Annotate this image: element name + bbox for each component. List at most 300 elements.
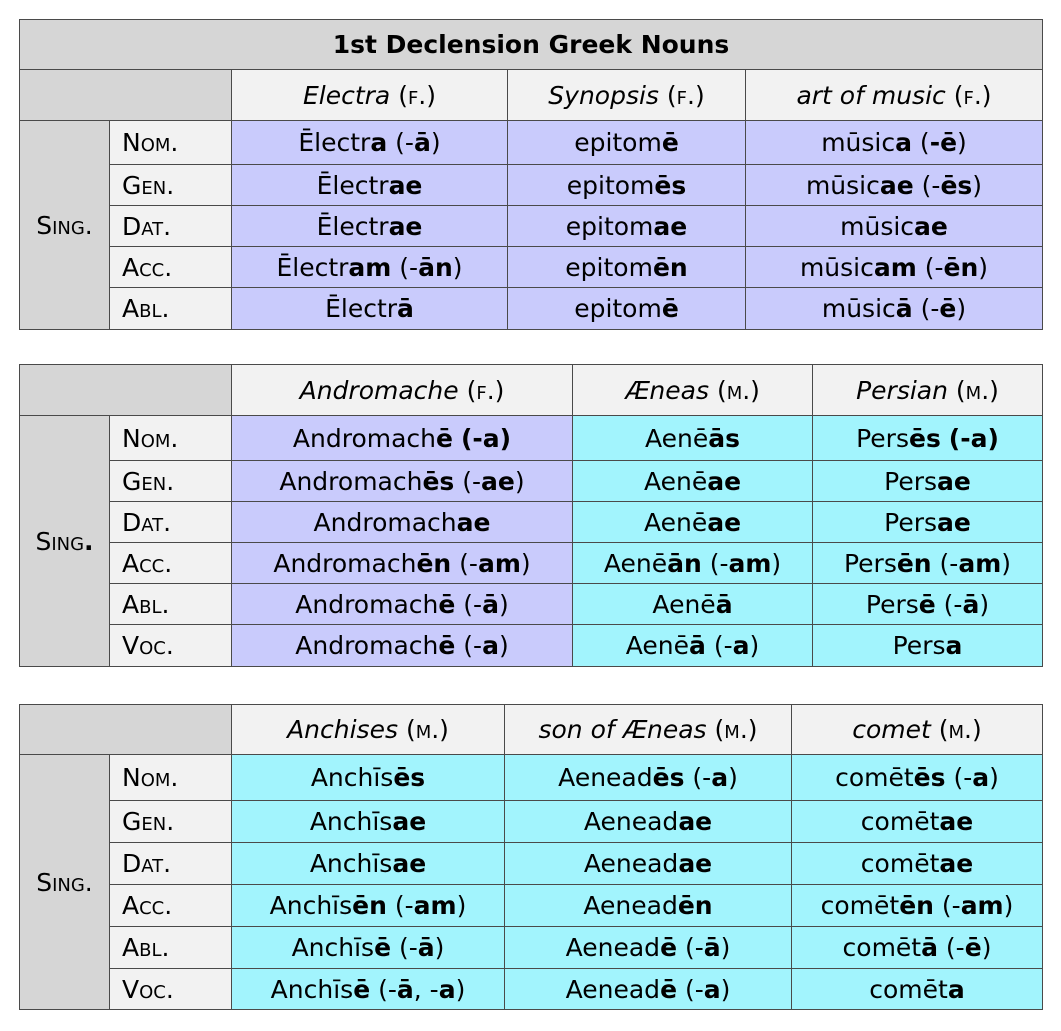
form-ending: ē [436, 423, 453, 453]
form-ending: ae [456, 507, 491, 537]
form-ending: ē [918, 589, 936, 619]
form-ending: ēn [896, 548, 932, 578]
table-row [20, 755, 1043, 801]
form-cell [508, 206, 746, 247]
form-cell [232, 843, 505, 885]
form-ending: ā [962, 589, 980, 619]
form-stem: (- [705, 631, 733, 660]
column-header [232, 705, 505, 755]
form-cell [232, 206, 508, 247]
form-stem: (- [455, 589, 483, 619]
form-stem: (- [945, 763, 973, 792]
case-label: Acc. [110, 543, 232, 584]
column-header [232, 365, 573, 416]
form-cell [232, 801, 505, 843]
table-row [20, 247, 1043, 288]
form-cell [505, 969, 792, 1010]
form-ending: ēn [943, 252, 979, 282]
form-stem: ) [989, 763, 999, 792]
form-stem: ( [911, 128, 930, 157]
form-ending: ā [715, 589, 733, 619]
header-word: Andromache [299, 375, 459, 405]
column-header [792, 705, 1043, 755]
case-label: Voc. [110, 625, 232, 667]
form-stem: Ēlectr [298, 128, 371, 157]
form-stem: Anchīs [309, 849, 393, 878]
form-stem: (- [931, 548, 959, 578]
form-stem: mūsic [821, 294, 896, 323]
table-row [20, 927, 1043, 969]
header-word: Synopsis [548, 80, 659, 110]
form-ending: ē [374, 933, 392, 962]
header-gender: (m.) [405, 715, 449, 744]
form-stem: (- [684, 763, 712, 792]
form-cell [746, 206, 1043, 247]
form-ending: ēn [677, 891, 713, 920]
case-label: Gen. [110, 165, 232, 206]
number-label-text: Sing [35, 526, 85, 556]
form-cell [813, 584, 1043, 625]
form-stem: (- [370, 974, 397, 1004]
form-stem: (- [677, 933, 704, 962]
form-stem: Pers [892, 631, 946, 660]
form-ending: ae [653, 211, 688, 241]
form-ending: ae [392, 807, 427, 836]
form-stem: Pers [865, 589, 919, 619]
form-ending: ēn [899, 891, 934, 920]
form-ending: ā [413, 128, 431, 157]
form-stem: Aenead [583, 849, 679, 878]
form-ending: ae [707, 507, 742, 537]
form-cell [232, 416, 573, 461]
form-ending: ēs [940, 170, 973, 200]
form-stem: ) [452, 252, 463, 282]
form-stem: Andromach [279, 466, 423, 496]
form-ending: ān [418, 252, 453, 282]
form-cell [232, 165, 508, 206]
header-gender: (f.) [466, 375, 505, 405]
form-ending: ēs [652, 763, 685, 792]
table-row [20, 502, 1043, 543]
form-ending: ae [879, 170, 914, 200]
case-label: Nom. [110, 416, 232, 461]
form-stem: Aenead [558, 763, 653, 792]
form-ending: ēs [654, 170, 687, 200]
form-ending: ās [708, 423, 741, 453]
form-ending: ā [397, 294, 414, 323]
form-stem: epitom [565, 211, 654, 241]
form-cell [232, 625, 573, 667]
table-title: 1st Declension Greek Nouns [20, 20, 1043, 70]
form-stem: (- [913, 170, 941, 200]
case-label: Acc. [110, 247, 232, 288]
case-label: Acc. [110, 885, 232, 927]
form-cell [573, 502, 813, 543]
form-ending: ē [660, 933, 678, 962]
table-row [20, 801, 1043, 843]
case-label: Nom. [110, 755, 232, 801]
form-ending: ā [921, 933, 938, 962]
form-stem: Andromach [292, 423, 437, 453]
form-stem: mūsic [805, 170, 880, 200]
form-ending: am [958, 548, 1002, 578]
form-ending: ā [396, 974, 414, 1004]
form-stem: Pers [843, 548, 897, 578]
form-stem: Ēlectr [276, 252, 349, 282]
form-stem: epitom [574, 294, 662, 323]
form-ending: ae [939, 807, 974, 836]
case-label: Abl. [110, 288, 232, 330]
form-stem [453, 424, 461, 453]
form-stem: Anchīs [291, 933, 375, 962]
header-gender: (m.) [716, 375, 760, 405]
form-cell [573, 416, 813, 461]
form-stem: ) [771, 548, 782, 578]
form-ending: a [732, 631, 750, 660]
form-cell [232, 584, 573, 625]
header-word: art of music [796, 80, 946, 110]
form-stem: ) [981, 933, 992, 962]
header-corner [20, 365, 232, 416]
form-cell [792, 755, 1043, 801]
form-stem: epitom [566, 170, 655, 200]
form-stem: (- [387, 128, 414, 157]
form-ending: a [711, 763, 729, 792]
form-cell [792, 885, 1043, 927]
form-cell [508, 288, 746, 330]
form-cell [792, 801, 1043, 843]
form-cell [232, 755, 505, 801]
form-stem [941, 424, 949, 453]
column-header [508, 70, 746, 121]
form-cell [508, 121, 746, 165]
form-ending: ēn [416, 548, 452, 578]
table-row [20, 969, 1043, 1010]
case-label: Gen. [110, 461, 232, 502]
form-stem: ) [972, 170, 983, 200]
form-ending: ae [388, 170, 423, 200]
form-stem: , - [413, 974, 439, 1004]
form-cell [505, 755, 792, 801]
number-label: Sing. [20, 755, 110, 1010]
form-stem: Ēlectr [316, 211, 389, 241]
form-cell [746, 165, 1043, 206]
form-cell [505, 927, 792, 969]
form-ending: ae [678, 807, 713, 836]
form-cell [573, 461, 813, 502]
form-ending: ān [667, 548, 702, 578]
form-cell [573, 543, 813, 584]
form-stem: (- [933, 891, 961, 920]
header-row [20, 705, 1043, 755]
form-stem: (- [386, 891, 414, 920]
form-cell [232, 461, 573, 502]
form-cell [792, 843, 1043, 885]
column-header [813, 365, 1043, 416]
column-header [505, 705, 792, 755]
form-cell [232, 247, 508, 288]
form-ending: a [482, 631, 499, 660]
header-corner [20, 70, 232, 121]
column-header [232, 70, 508, 121]
form-stem: Aenead [565, 974, 661, 1004]
form-stem: ) [1003, 891, 1014, 920]
form-ending: am [413, 891, 457, 920]
form-cell [813, 625, 1043, 667]
form-cell [232, 121, 508, 165]
case-label: Dat. [110, 502, 232, 543]
form-stem: Andromach [295, 589, 439, 619]
form-stem: mūsic [840, 211, 915, 241]
form-stem: (- [451, 548, 478, 578]
case-label: Nom. [110, 121, 232, 165]
form-cell [573, 625, 813, 667]
form-ending: a [370, 128, 388, 157]
form-ending: -ē [929, 128, 958, 157]
form-ending: a [895, 128, 912, 157]
form-ending: ē [438, 589, 456, 619]
form-cell [508, 165, 746, 206]
case-label: Abl. [110, 927, 232, 969]
form-cell [746, 247, 1043, 288]
header-word: Anchises [287, 715, 398, 744]
form-ending: ē [964, 933, 982, 962]
form-ending: am [873, 252, 917, 282]
form-stem: mūsic [799, 252, 874, 282]
form-stem: (- [455, 631, 483, 660]
case-label: Abl. [110, 584, 232, 625]
header-gender: (f.) [666, 80, 705, 110]
header-word: comet [852, 715, 931, 744]
table-row [20, 584, 1043, 625]
form-stem: ) [979, 589, 990, 619]
form-ending: ae [392, 849, 427, 878]
form-stem: (- [391, 252, 419, 282]
header-gender: (m.) [714, 715, 758, 744]
form-cell [746, 121, 1043, 165]
form-ending: ē [438, 631, 456, 660]
form-stem: ) [978, 252, 989, 282]
form-cell [813, 416, 1043, 461]
form-cell [505, 885, 792, 927]
form-stem: Anchīs [270, 974, 354, 1004]
declension-table-1 [19, 19, 1043, 330]
form-cell [813, 461, 1043, 502]
form-ending: ā [417, 933, 435, 962]
form-cell [813, 543, 1043, 584]
form-ending: a [703, 974, 721, 1004]
form-ending: am [348, 252, 392, 282]
form-ending: (-a) [460, 423, 512, 453]
form-cell [505, 843, 792, 885]
form-stem: ) [1001, 548, 1012, 578]
form-ending: ae [937, 507, 971, 537]
form-ending: am [728, 548, 772, 578]
form-cell [573, 584, 813, 625]
header-corner [20, 705, 232, 755]
form-ending: ē [353, 974, 371, 1004]
form-stem: ) [728, 763, 738, 792]
form-stem: mūsic [821, 128, 896, 157]
number-label: Sing. [20, 121, 110, 330]
header-word: Æneas [625, 375, 709, 405]
form-stem: Ēlectr [325, 294, 398, 323]
header-gender: (f.) [398, 80, 437, 110]
form-stem: Pers [884, 507, 938, 537]
table-row [20, 416, 1043, 461]
form-stem: ) [455, 974, 466, 1004]
form-stem: epitom [565, 252, 653, 282]
form-stem: Ēlectr [316, 170, 389, 200]
form-cell [792, 969, 1043, 1010]
form-ending: ae [914, 211, 948, 241]
form-ending: ēs [393, 763, 426, 792]
form-stem: Pers [884, 466, 938, 496]
header-gender: (f.) [953, 80, 992, 110]
form-cell [232, 543, 573, 584]
form-stem: ) [434, 933, 445, 962]
form-ending: ē [660, 974, 678, 1004]
form-stem: Aenead [565, 933, 661, 962]
form-stem: Aenead [583, 891, 678, 920]
form-stem: comēt [835, 763, 914, 792]
form-stem: Aenē [643, 466, 708, 496]
form-stem: Anchīs [310, 763, 394, 792]
form-ending: ēn [652, 252, 688, 282]
form-ending: ē [661, 294, 679, 323]
form-cell [232, 927, 505, 969]
table-row [20, 543, 1043, 584]
table-row [20, 121, 1043, 165]
form-ending: ā [703, 933, 721, 962]
form-ending: ē [661, 128, 679, 157]
form-stem: Andromach [313, 507, 457, 537]
form-ending: ē [939, 294, 957, 323]
table-row [20, 843, 1043, 885]
header-row [20, 70, 1043, 121]
form-stem: (- [677, 974, 704, 1004]
header-word: Persian [856, 375, 948, 405]
form-stem: Aenē [625, 631, 690, 660]
declension-table-2 [19, 364, 1043, 667]
form-cell [232, 288, 508, 330]
form-stem: (- [701, 548, 729, 578]
form-ending: am [477, 548, 521, 578]
form-ending: a [945, 631, 963, 660]
column-header [746, 70, 1043, 121]
table-row [20, 885, 1043, 927]
form-stem: comēt [820, 891, 900, 920]
form-stem: comēt [860, 807, 940, 836]
form-ending: a [972, 763, 990, 792]
form-stem: comēt [869, 974, 948, 1004]
form-stem: ) [720, 974, 731, 1004]
form-ending: ae [481, 466, 515, 496]
table-row [20, 461, 1043, 502]
form-stem: Aenē [644, 423, 709, 453]
form-stem: (- [935, 589, 963, 619]
form-cell [505, 801, 792, 843]
form-cell [508, 247, 746, 288]
form-stem: Andromach [273, 548, 417, 578]
form-cell [746, 288, 1043, 330]
table-row [20, 165, 1043, 206]
case-label: Dat. [110, 843, 232, 885]
form-stem: ) [720, 933, 731, 962]
form-ending: ae [939, 849, 974, 878]
column-header [573, 365, 813, 416]
form-stem: (- [454, 466, 482, 496]
case-label: Gen. [110, 801, 232, 843]
form-ending: ae [678, 849, 713, 878]
form-stem: ) [956, 294, 967, 323]
form-stem: comēt [842, 933, 922, 962]
case-label: Dat. [110, 206, 232, 247]
header-row [20, 365, 1043, 416]
form-stem: Aenē [603, 548, 668, 578]
form-stem: (- [916, 252, 944, 282]
table-row [20, 206, 1043, 247]
form-ending: (-a) [948, 423, 999, 453]
form-stem: comēt [860, 849, 940, 878]
form-ending: ā [689, 631, 706, 660]
form-ending: ēs [422, 466, 455, 496]
form-stem: Anchīs [269, 891, 353, 920]
form-stem: Aenē [652, 589, 716, 619]
number-label [20, 416, 110, 667]
form-cell [792, 927, 1043, 969]
form-ending: a [947, 974, 965, 1004]
form-stem: ) [430, 128, 441, 157]
form-stem: Pers [856, 423, 909, 453]
form-ending: ā [482, 589, 499, 619]
form-ending: ēs [908, 423, 941, 453]
declension-table-3 [19, 704, 1043, 1010]
form-stem: (- [912, 294, 940, 323]
form-stem: Andromach [295, 631, 439, 660]
form-stem: Aenē [643, 507, 708, 537]
form-stem: ) [749, 631, 760, 660]
form-ending: ēn [352, 891, 387, 920]
form-stem: (- [937, 933, 965, 962]
form-cell [232, 502, 573, 543]
form-cell [232, 885, 505, 927]
form-ending: am [960, 891, 1004, 920]
form-stem: epitom [574, 128, 662, 157]
form-ending: ae [937, 466, 971, 496]
number-label-dot: . [84, 526, 94, 556]
form-stem: Anchīs [309, 807, 393, 836]
header-word: son of Æneas [538, 715, 707, 744]
form-cell [813, 502, 1043, 543]
form-ending: ae [388, 211, 423, 241]
form-stem: (- [391, 933, 418, 962]
form-stem: ) [498, 631, 509, 660]
form-stem: ) [514, 466, 525, 496]
form-cell [232, 969, 505, 1010]
header-word: Electra [302, 80, 391, 110]
case-label: Voc. [110, 969, 232, 1010]
table-row [20, 625, 1043, 667]
form-stem: Aenead [583, 807, 679, 836]
form-stem: ) [498, 589, 509, 619]
form-ending: ā [895, 294, 913, 323]
table-row [20, 288, 1043, 330]
form-ending: ēs [913, 763, 946, 792]
form-ending: a [438, 974, 456, 1004]
form-stem: ) [456, 891, 467, 920]
header-gender: (m.) [955, 375, 999, 405]
